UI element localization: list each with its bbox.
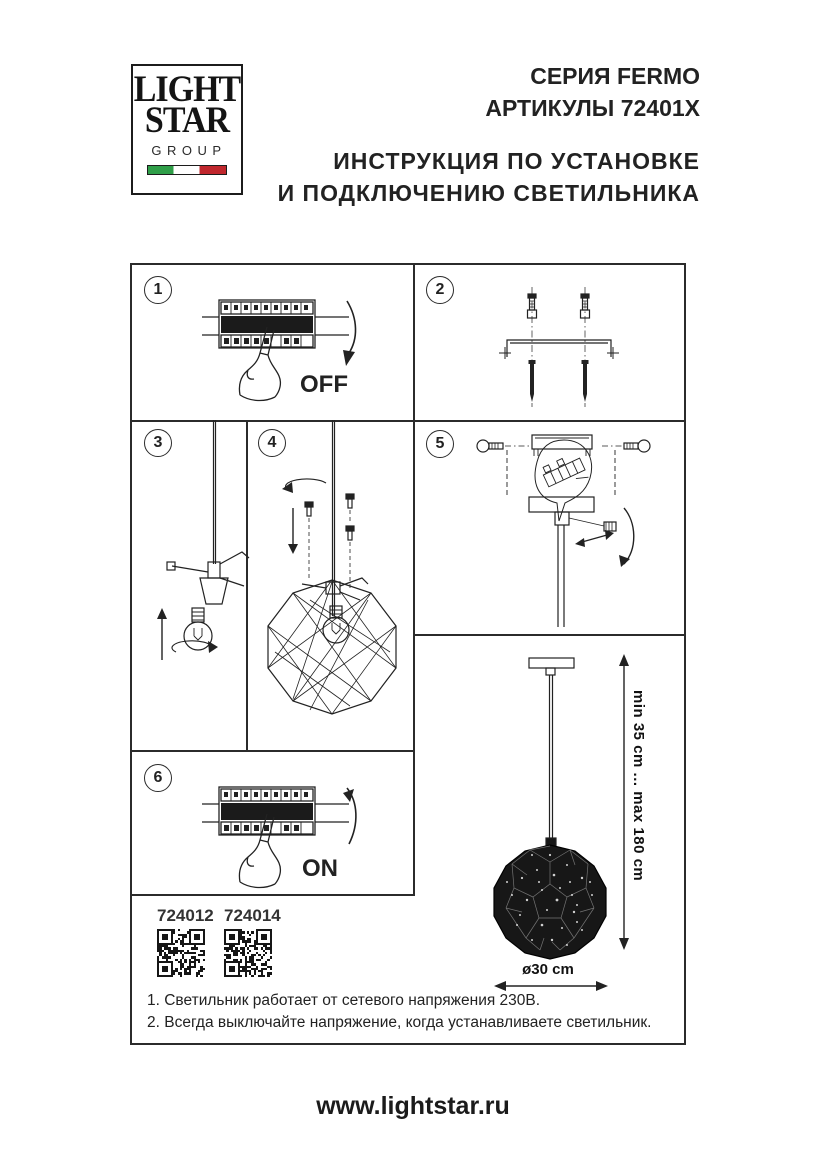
canopy-mounting-drawing (472, 430, 657, 635)
step-2-badge: 2 (426, 276, 454, 304)
lightstar-logo (131, 64, 243, 195)
series-title: СЕРИЯ FERMO (530, 63, 700, 89)
footer-website-url: www.lightstar.ru (316, 1092, 510, 1120)
article-code-724012: 724012 (157, 906, 214, 925)
circuit-breaker-on-drawing (197, 782, 367, 917)
logo-word-star: STAR (144, 100, 230, 141)
instruction-diagram-grid (130, 263, 686, 1045)
cord-bracket-bulb-drawing (152, 420, 252, 750)
circuit-breaker-off-drawing (197, 295, 367, 430)
italian-flag-stripe (147, 165, 227, 175)
diameter-dimension-label: ø30 cm (522, 961, 574, 978)
height-range-dimension-label: min 35 cm ... max 180 cm (630, 690, 647, 882)
article-code-724014: 724014 (224, 906, 281, 925)
instruction-title-line2: И ПОДКЛЮЧЕНИЮ СВЕТИЛЬНИКА (277, 180, 700, 206)
off-label: OFF (300, 371, 348, 398)
mounting-bracket-screws-drawing (487, 285, 627, 410)
step-3-badge: 3 (144, 429, 172, 457)
step-1-badge: 1 (144, 276, 172, 304)
note-line-1: 1. Светильник работает от сетевого напряжения 230В. (147, 992, 541, 1009)
logo-word-group: GROUP (151, 143, 227, 158)
instruction-title-line1: ИНСТРУКЦИЯ ПО УСТАНОВКЕ (333, 148, 700, 174)
on-label: ON (302, 855, 338, 882)
step-4-badge: 4 (258, 429, 286, 457)
logo-word-light: LIGHT (133, 69, 241, 110)
qr-code-left (157, 929, 205, 977)
note-line-2: 2. Всегда выключайте напряжение, когда устанавливаете светильник. (147, 1014, 652, 1031)
qr-code-right (224, 929, 272, 977)
step-6-badge: 6 (144, 764, 172, 792)
header-titles (278, 60, 700, 209)
articles-title: АРТИКУЛЫ 72401X (485, 95, 700, 121)
geometric-shade-drawing (250, 420, 415, 755)
step-5-badge: 5 (426, 430, 454, 458)
